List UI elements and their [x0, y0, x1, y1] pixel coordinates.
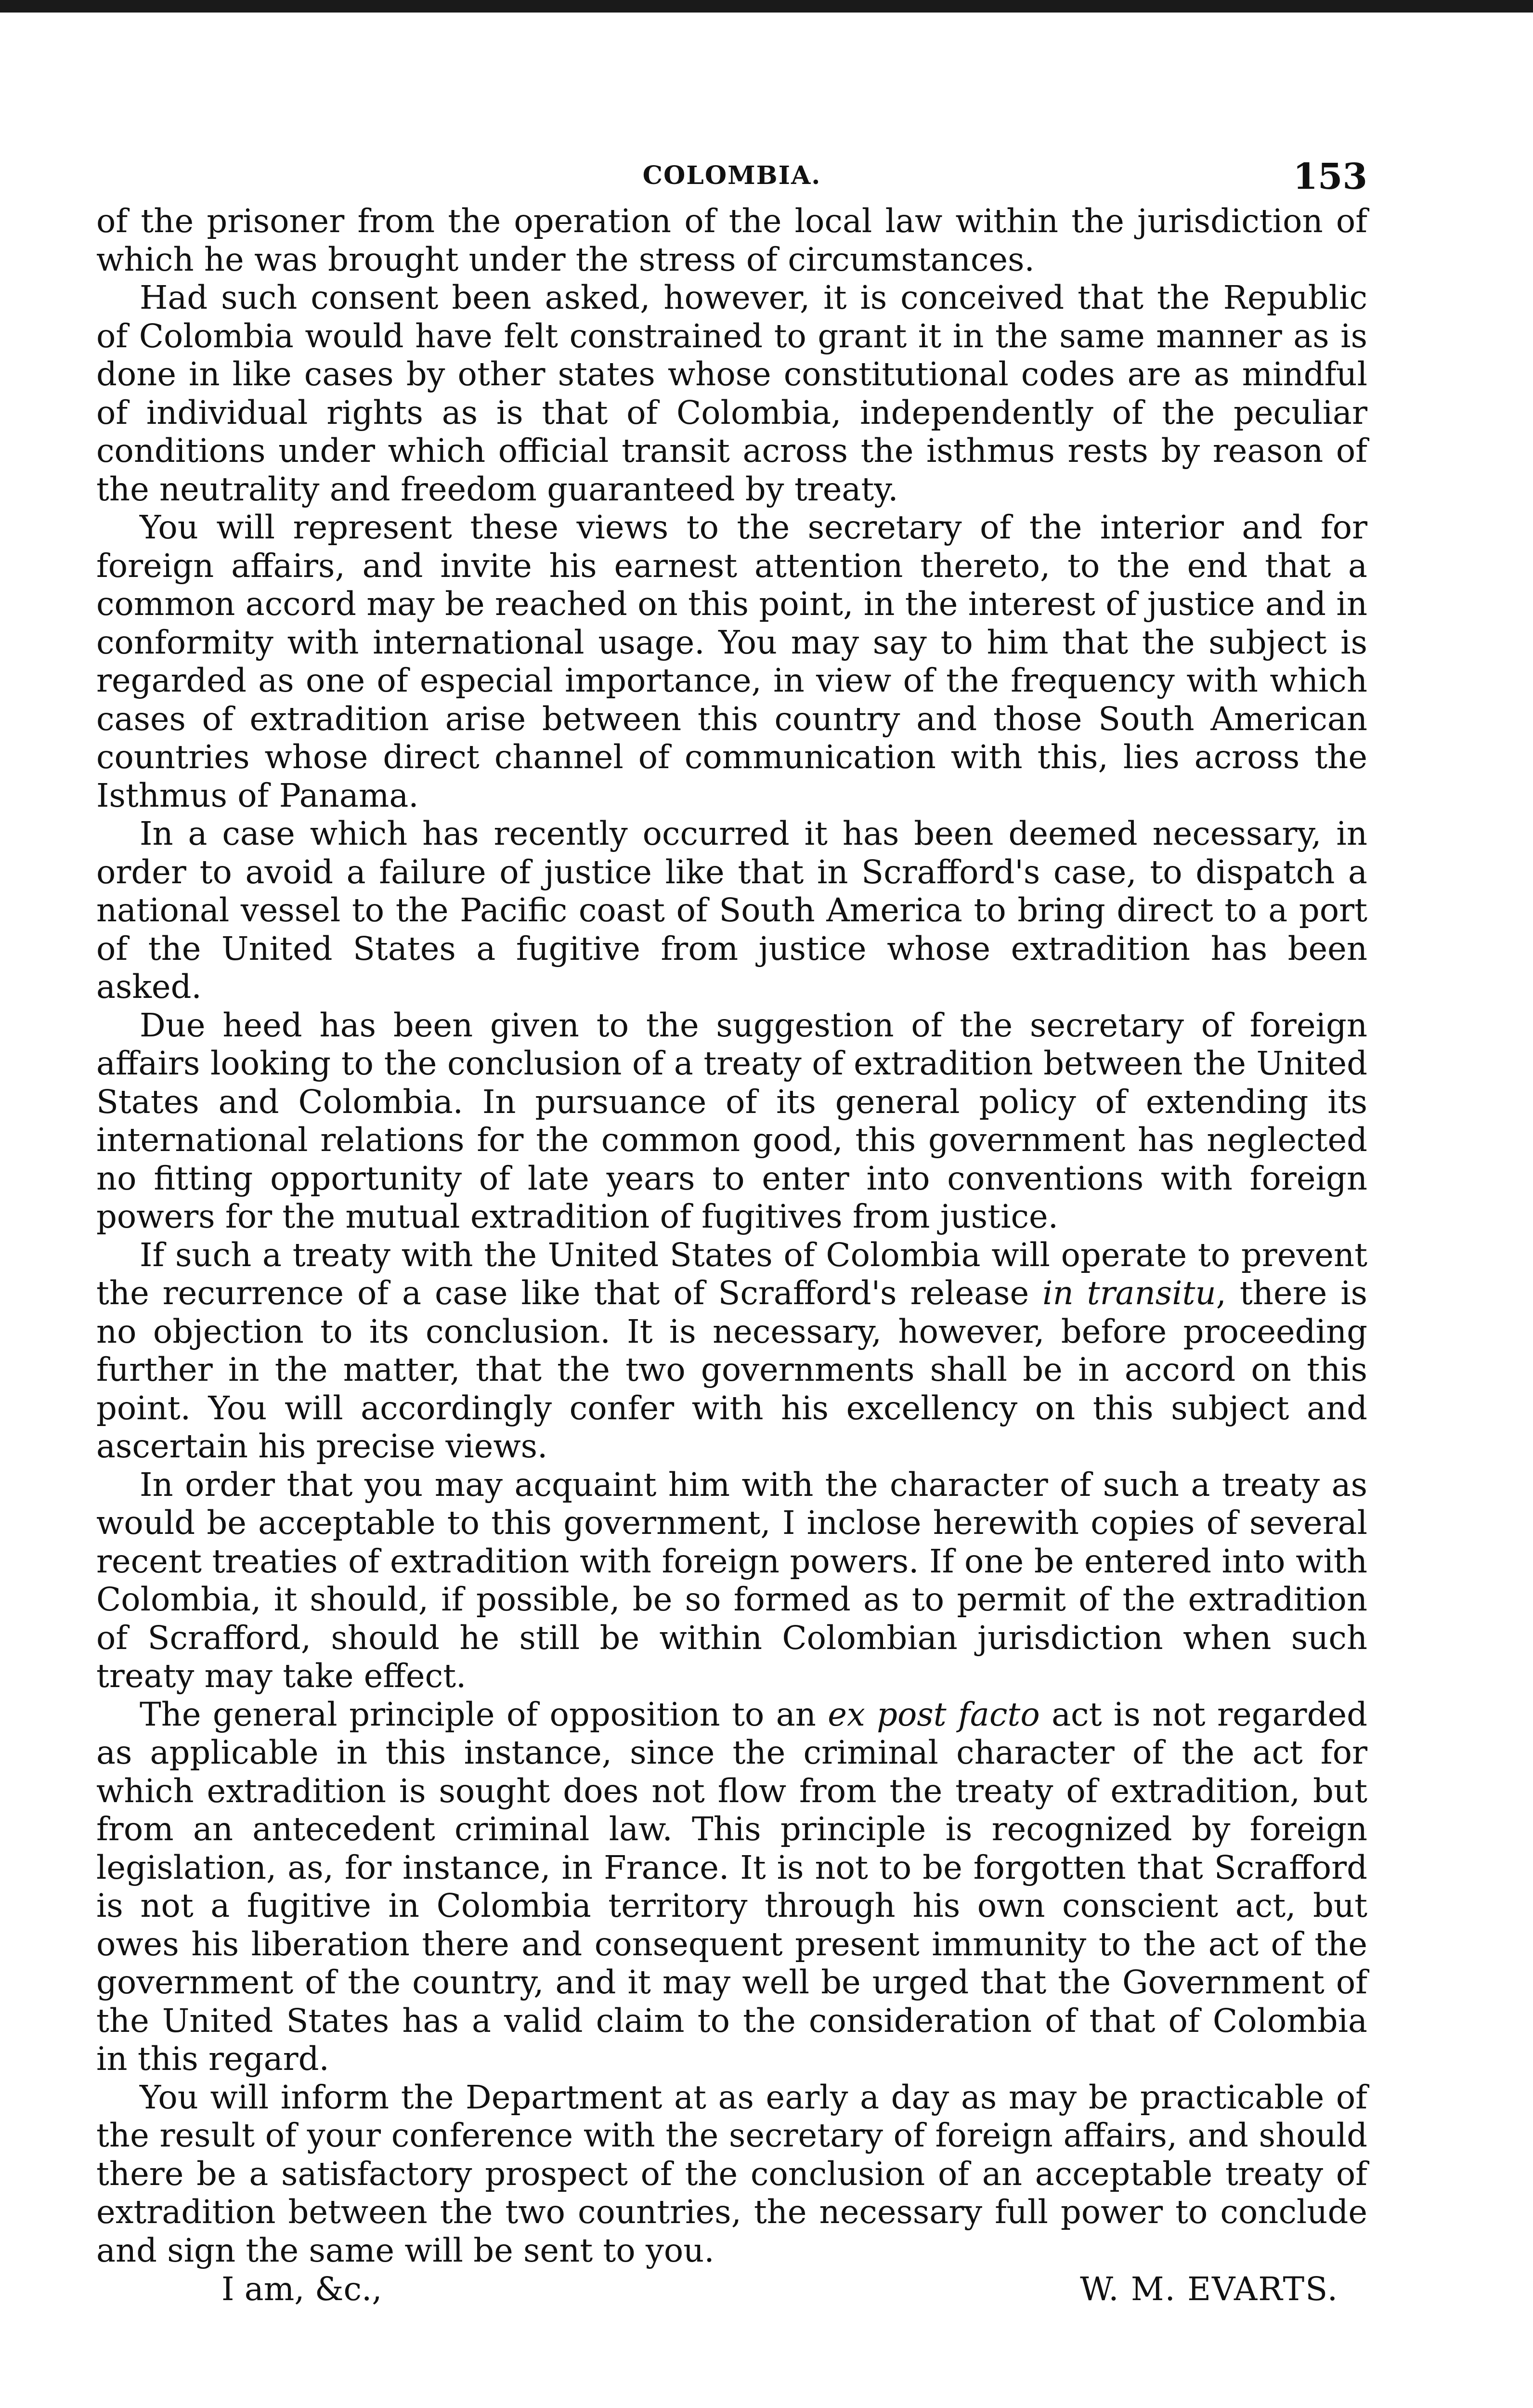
text-run: The general principle of opposition to an — [140, 1695, 828, 1733]
page-number: 153 — [1293, 156, 1367, 197]
paragraph-due-heed: Due heed has been given to the suggestion of the secretary of foreign affairs looking to the conclusion of a treaty of extradition between the United States and Colombia. In pursuance of its general policy of extending its international relations for the common good, this government has neglected no fitting opportunity of late years to enter into conventions with foreign powers for the mutual extradition of fugitives from justice. — [96, 1006, 1367, 1235]
text-run: , there is no objection to its conclusion. It is necessary, however, before proceeding further in the matter, that the two governments shall be in accord on this point. You will accordingly confer with his excellency on this subject and ascertain his precise views. — [96, 1274, 1368, 1465]
page-header — [96, 144, 1367, 202]
paragraph-inform-department: You will inform the Department at as early a day as may be practicable of the result of your conference with the secretary of foreign affairs, and should there be a satisfactory prospect of the conclusion of an acceptable treaty of extradition between the two countries, the necessary full power to conclude and sign the same will be sent to you. — [96, 2078, 1367, 2269]
signature: W. M. EVARTS. — [1080, 2270, 1338, 2308]
paragraph-consent: Had such consent been asked, however, it is conceived that the Republic of Colombia would have felt constrained to grant it in the same manner as is done in like cases by other states whose constitutional codes are as mindful of individual rights as is that of Colombia, independently of the peculiar conditions under which official transit across the isthmus rests by reason of the neutrality and freedom guaranteed by treaty. — [96, 279, 1367, 508]
paragraph-ex-post-facto — [96, 1696, 1367, 2079]
italic-term: ex post facto — [828, 1695, 1040, 1733]
paragraph-recent-case: In a case which has recently occurred it has been deemed necessary, in order to avoid a failure of justice like that in Scrafford's case, to dispatch a national vessel to the Pacific coast of South America to bring direct to a port of the United States a fugitive from justice whose extradition has been asked. — [96, 815, 1367, 1006]
paragraph-in-transitu — [96, 1236, 1367, 1466]
paragraph-represent-views: You will represent these views to the secretary of the interior and for foreign affairs, and invite his earnest attention thereto, to the end that a common accord may be reached on this point, in the interest of justice and in conformity with international usage. You may say to him that the subject is regarded as one of especial importance, in view of the frequency with which cases of extradition arise between this country and those South American countries whose direct channel of communication with this, lies across the Isthmus of Panama. — [96, 509, 1367, 814]
text-run: If such a treaty with the United States of Colombia will operate to prevent the recurrence of a case like that of Scrafford's release — [96, 1236, 1367, 1312]
running-head: COLOMBIA. — [642, 161, 821, 190]
italic-term: in transitu — [1042, 1274, 1216, 1312]
text-run: act is not regarded as applicable in this instance, since the criminal character of the act for which extradition is sought does not flow from the treaty of extradition, but from an antecedent criminal law. This principle is recognized by foreign legislation, as, for instance, in France. It is not to be forgotten that Scrafford is not a fugitive in Colombia territory through his own conscient act, but owes his liberation there and consequent present immunity to the act of the government of the country, and it may well be urged that the Government of the United States has a valid claim to the consideration of that of Colombia in this regard. — [96, 1695, 1368, 2078]
paragraph-continuation: of the prisoner from the operation of the local law within the jurisdiction of which he was brought under the stress of circumstances. — [96, 202, 1367, 278]
paragraph-treaty-copies: In order that you may acquaint him with the character of such a treaty as would be acceptable to this government, I inclose herewith copies of several recent treaties of extradition with foreign powers. If one be entered into with Colombia, it should, if possible, be so formed as to permit of the extradition of Scrafford, should he still be within Colombian jurisdiction when such treaty may take effect. — [96, 1466, 1367, 1695]
body-text — [96, 202, 1367, 2270]
top-border-rule — [0, 0, 1533, 13]
document-page — [96, 144, 1367, 2308]
letter-closing — [96, 2270, 1367, 2308]
salutation: I am, &c., — [221, 2270, 382, 2308]
